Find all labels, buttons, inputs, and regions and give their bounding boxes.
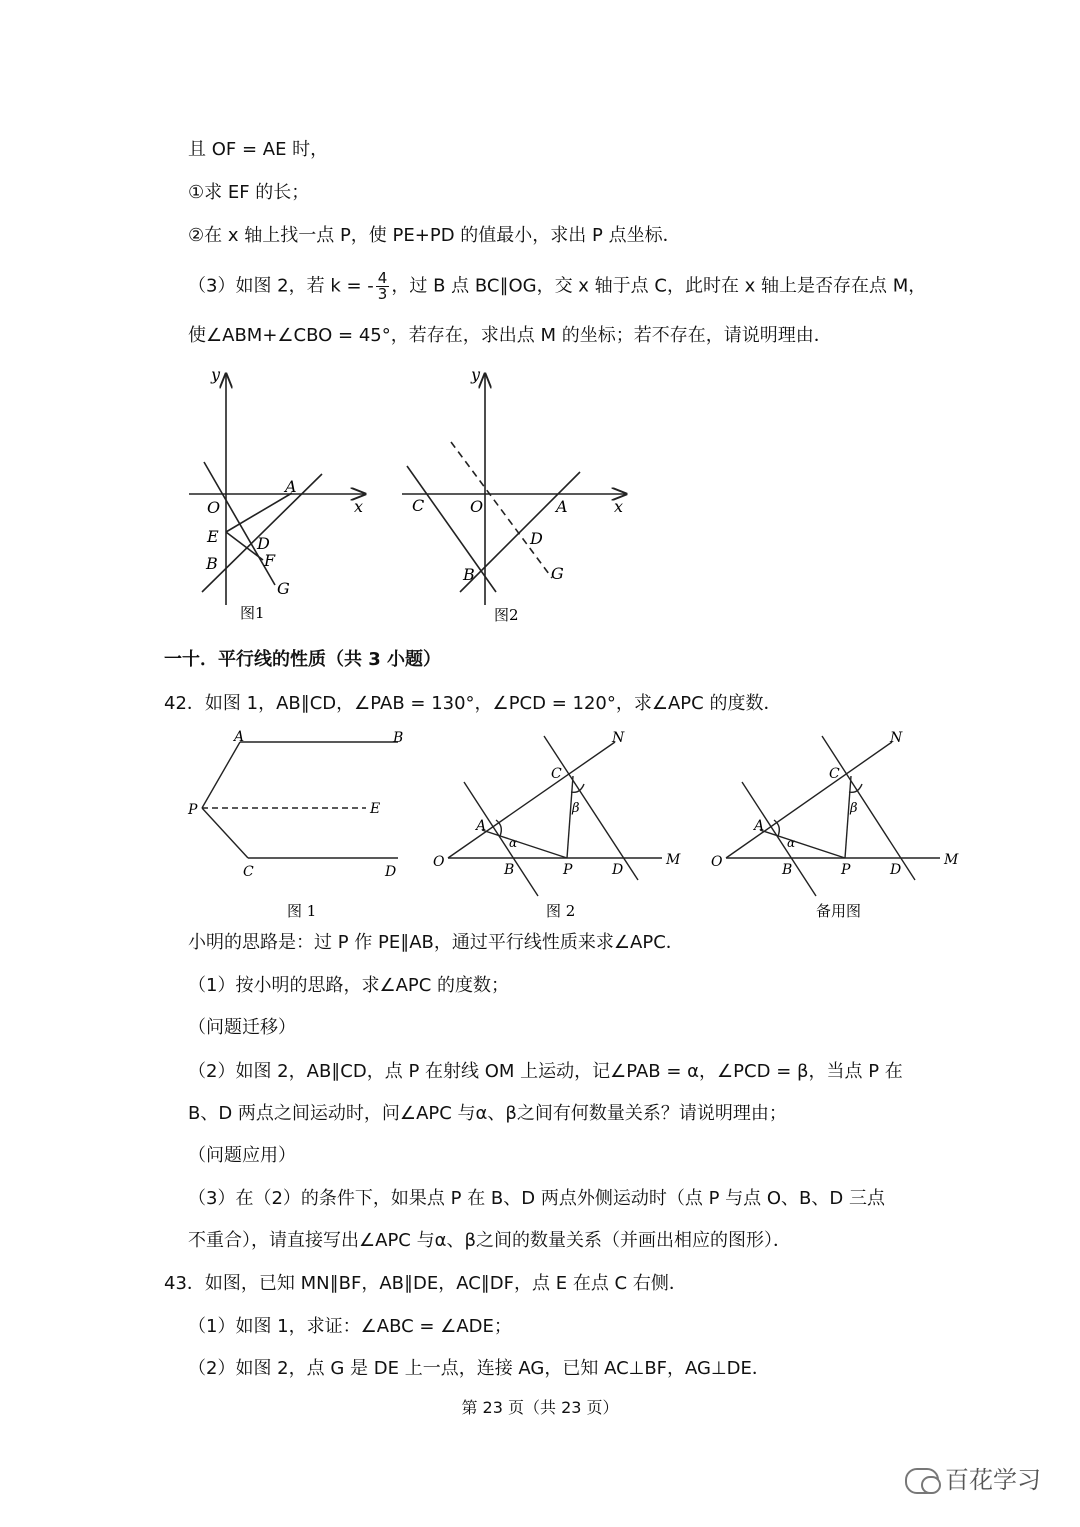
label-a: A <box>754 818 765 834</box>
q42-figure-2-caption: 图 2 <box>546 902 576 920</box>
segment-ap <box>202 742 240 808</box>
q42-part-3a: （3）在（2）的条件下，如果点 P 在 B、D 两点外侧运动时（点 P 与点 O、B、D 三点 <box>188 1188 885 1209</box>
label-e: E <box>207 527 219 546</box>
label-d: D <box>257 534 270 553</box>
text-line-4-part-b: ，过 B 点 BC∥OG，交 x 轴于点 C，此时在 x 轴上是否存在点 M， <box>391 275 927 297</box>
q42-heading-transfer: （问题迁移） <box>188 1017 296 1038</box>
label-o: O <box>207 498 221 517</box>
label-p: P <box>841 862 851 878</box>
label-p: P <box>563 862 573 878</box>
label-a: A <box>285 477 297 496</box>
text-line-2: ①求 EF 的长； <box>188 182 310 203</box>
coordinate-figures <box>160 360 660 635</box>
watermark <box>905 1460 1041 1495</box>
label-x: x <box>354 497 364 516</box>
label-b: B <box>393 730 404 746</box>
segment-pc <box>202 808 248 858</box>
label-e: E <box>370 801 381 817</box>
fraction-numerator: 4 <box>377 269 388 287</box>
q43-part-1: （1）如图 1，求证：∠ABC = ∠ADE； <box>188 1316 512 1337</box>
fraction <box>376 271 390 302</box>
label-b: B <box>206 554 218 573</box>
label-b: B <box>782 862 793 878</box>
line-ba <box>202 474 322 592</box>
label-n: N <box>890 730 903 746</box>
page-footer: 第 23 页（共 23 页） <box>461 1398 619 1417</box>
label-c: C <box>551 766 562 782</box>
line-og-dashed <box>451 442 552 578</box>
label-o: O <box>711 854 723 870</box>
label-y: y <box>211 365 221 384</box>
segment-ap <box>760 830 845 858</box>
q42-stem: 42．如图 1，AB∥CD，∠PAB = 130°，∠PCD = 120°，求∠APC 的度数． <box>164 693 782 714</box>
label-d: D <box>890 862 902 878</box>
label-b: B <box>463 565 475 584</box>
line-on <box>448 742 615 858</box>
q42-figure-3 <box>726 736 940 896</box>
label-beta: β <box>572 801 580 816</box>
label-o: O <box>433 854 445 870</box>
watermark-text: 百花学习 <box>945 1466 1041 1494</box>
label-d: D <box>530 529 543 548</box>
label-a: A <box>476 818 487 834</box>
q42-figure-1 <box>202 742 398 858</box>
label-c: C <box>243 864 254 880</box>
text-line-4 <box>188 271 926 302</box>
q42-figure-2 <box>448 736 662 896</box>
q42-figures <box>170 722 970 927</box>
figure-1-caption: 图1 <box>240 604 265 622</box>
figure-2-caption: 图2 <box>494 606 519 624</box>
q42-part-1: （1）按小明的思路，求∠APC 的度数； <box>188 975 510 996</box>
chat-bubble-icon <box>905 1468 939 1494</box>
text-line-3: ②在 x 轴上找一点 P，使 PE+PD 的值最小，求出 P 点坐标． <box>188 225 681 246</box>
text-line-1: 且 OF = AE 时， <box>188 139 329 160</box>
label-y: y <box>471 365 481 384</box>
line-on <box>726 742 892 858</box>
label-o: O <box>470 497 484 516</box>
label-a: A <box>234 729 245 745</box>
label-d: D <box>612 862 624 878</box>
label-a: A <box>556 497 568 516</box>
q43-stem: 43．如图，已知 MN∥BF，AB∥DE，AC∥DF，点 E 在点 C 右侧． <box>164 1273 687 1294</box>
label-g: G <box>551 564 564 583</box>
label-g: G <box>277 579 290 598</box>
q42-figure-3-caption: 备用图 <box>816 902 862 920</box>
label-m: M <box>666 852 681 868</box>
text-line-5: 使∠ABM+∠CBO = 45°，若存在，求出点 M 的坐标；若不存在，请说明理由． <box>188 325 832 346</box>
section-heading: 一十．平行线的性质（共 3 小题） <box>164 649 442 670</box>
fraction-denominator: 3 <box>377 285 388 303</box>
q42-figure-1-caption: 图 1 <box>287 902 317 920</box>
figure-2 <box>402 374 626 605</box>
segment-cp <box>567 776 573 858</box>
q43-part-2: （2）如图 2，点 G 是 DE 上一点，连接 AG，已知 AC⊥BF，AG⊥DE． <box>188 1358 770 1379</box>
q42-heading-application: （问题应用） <box>188 1145 296 1166</box>
label-beta: β <box>850 801 858 816</box>
q42-part-2b: B、D 两点之间运动时，问∠APC 与α、β之间有何数量关系？请说明理由； <box>188 1103 787 1124</box>
q42-thinking: 小明的思路是：过 P 作 PE∥AB，通过平行线性质来求∠APC． <box>188 932 684 953</box>
label-p: P <box>188 802 198 818</box>
label-c: C <box>412 496 425 515</box>
label-d: D <box>385 864 397 880</box>
text-line-4-part-a: （3）如图 2，若 k = - <box>188 275 374 297</box>
label-f: F <box>264 551 276 570</box>
q42-part-2a: （2）如图 2，AB∥CD，点 P 在射线 OM 上运动，记∠PAB = α，∠PCD = β，当点 P 在 <box>188 1061 903 1082</box>
label-m: M <box>944 852 959 868</box>
label-b: B <box>504 862 515 878</box>
label-alpha: α <box>787 836 796 850</box>
label-x: x <box>614 497 624 516</box>
label-n: N <box>612 730 625 746</box>
q42-part-3b: 不重合），请直接写出∠APC 与α、β之间的数量关系（并画出相应的图形）． <box>188 1230 791 1251</box>
segment-ap <box>482 830 567 858</box>
segment-cp <box>845 776 851 858</box>
label-alpha: α <box>509 836 518 850</box>
label-c: C <box>829 766 840 782</box>
